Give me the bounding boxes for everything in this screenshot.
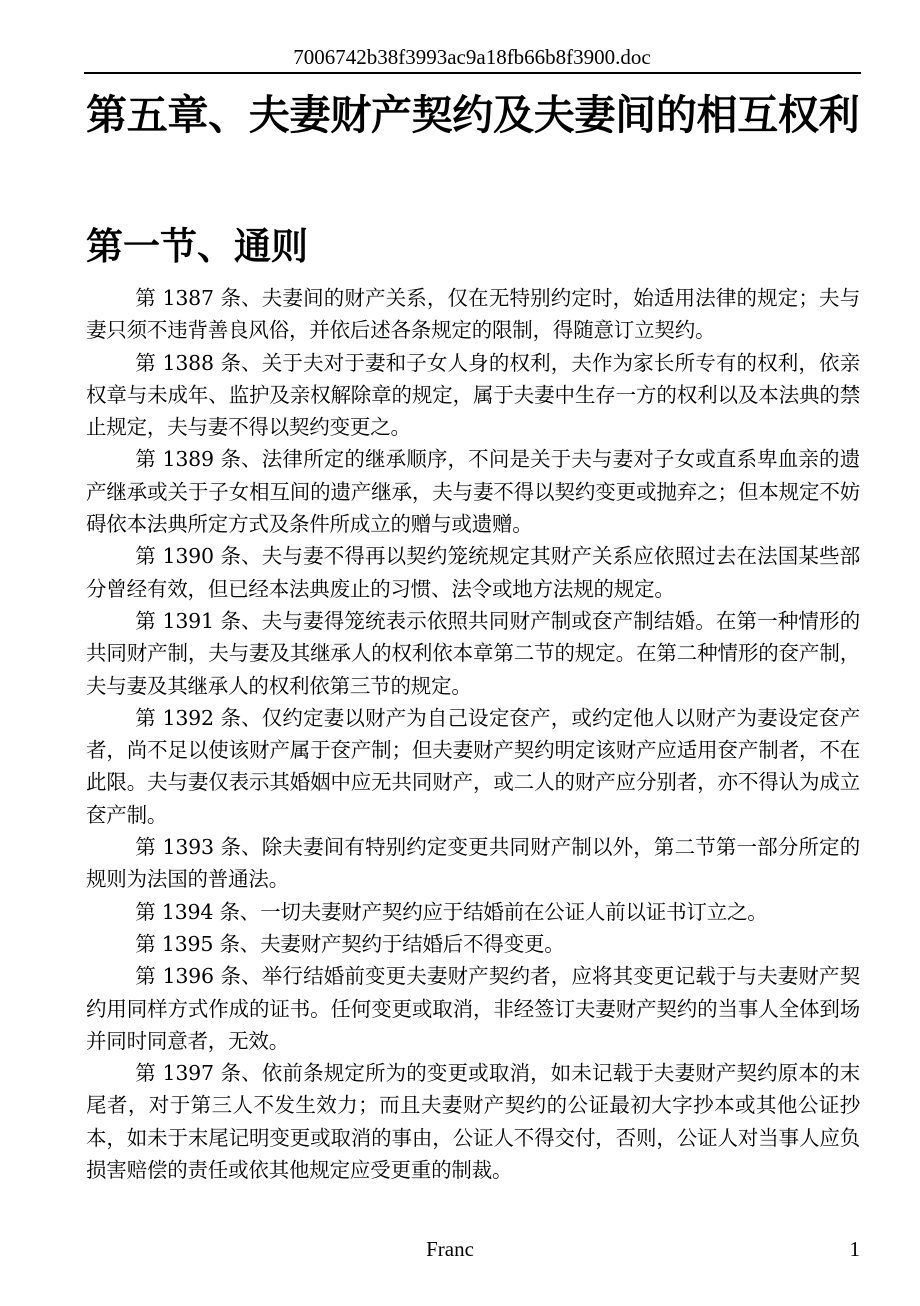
footer-label: Franc	[426, 1237, 474, 1261]
article-1389: 第 1389 条、法律所定的继承顺序，不问是关于夫与妻对子女或直系卑血亲的遗产继承或关于子女相互间的遗产继承，夫与妻不得以契约变更或抛弃之；但本规定不妨碍依本法典所定方式及条件所成立的赠与或遗赠。	[86, 447, 860, 537]
article-1390: 第 1390 条、夫与妻不得再以契约笼统规定其财产关系应依照过去在法国某些部分曾经有效，但已经本法典废止的习惯、法令或地方法规的规定。	[86, 544, 860, 601]
article-1397: 第 1397 条、依前条规定所为的变更或取消，如未记载于夫妻财产契约原本的末尾者，对于第三人不发生效力；而且夫妻财产契约的公证最初大字抄本或其他公证抄本，如未于末尾记明变更或取消的事由，公证人不得交付，否则，公证人对当事人应负损害赔偿的责任或依其他规定应受更重的制裁。	[86, 1061, 860, 1183]
article-1396: 第 1396 条、举行结婚前变更夫妻财产契约者，应将其变更记载于与夫妻财产契约用同样方式作成的证书。任何变更或取消，非经签订夫妻财产契约的当事人全体到场并同时同意者，无效。	[86, 964, 860, 1053]
section-title: 第一节、通则	[86, 225, 308, 268]
chapter-title: 第五章、夫妻财产契约及夫妻间的相互权利	[86, 91, 860, 139]
header-divider	[84, 72, 861, 74]
page-number: 1	[849, 1237, 860, 1261]
article-list	[86, 282, 860, 1186]
article-1388: 第 1388 条、关于夫对于妻和子女人身的权利，夫作为家长所专有的权利，依亲权章与未成年、监护及亲权解除章的规定，属于夫妻中生存一方的权利以及本法典的禁止规定，夫与妻不得以契约变更之。	[86, 350, 860, 440]
article-1387: 第 1387 条、夫妻间的财产关系，仅在无特别约定时，始适用法律的规定；夫与妻只须不违背善良风俗，并依后述各条规定的限制，得随意订立契约。	[86, 286, 860, 343]
article-1392: 第 1392 条、仅约定妻以财产为自己设定奁产，或约定他人以财产为妻设定奁产者，尚不足以使该财产属于奁产制；但夫妻财产契约明定该财产应适用奁产制者，不在此限。夫与妻仅表示其婚姻中应无共同财产，或二人的财产应分别者，亦不得认为成立奁产制。	[86, 705, 860, 827]
article-1391: 第 1391 条、夫与妻得笼统表示依照共同财产制或奁产制结婚。在第一种情形的共同财产制，夫与妻及其继承人的权利依本章第二节的规定。在第二种情形的奁产制，夫与妻及其继承人的权利依第三节的规定。	[86, 608, 860, 698]
article-1393: 第 1393 条、除夫妻间有特别约定变更共同财产制以外，第二节第一部分所定的规则为法国的普通法。	[86, 835, 860, 892]
article-1395: 第 1395 条、夫妻财产契约于结婚后不得变更。	[135, 931, 565, 956]
header-filename: 7006742b38f3993ac9a18fb66b8f3900.doc	[293, 45, 651, 69]
article-1394: 第 1394 条、一切夫妻财产契约应于结婚前在公证人前以证书订立之。	[135, 899, 768, 924]
